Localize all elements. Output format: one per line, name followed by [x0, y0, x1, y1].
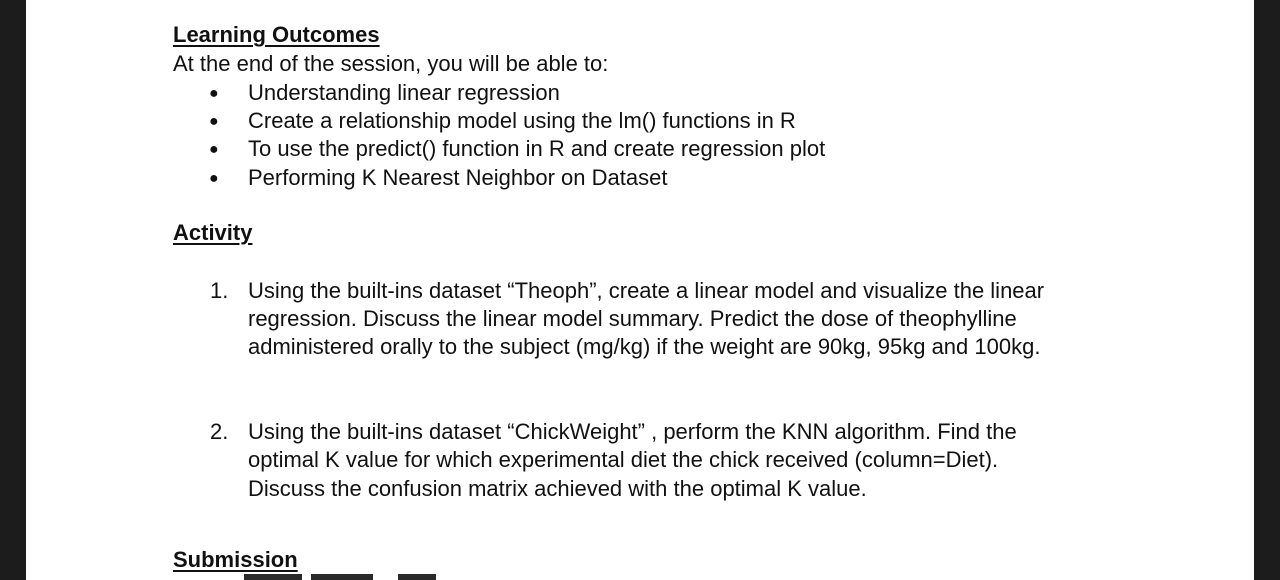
- cutoff-text-fragment: [244, 574, 302, 580]
- bullet-text: Understanding linear regression: [248, 80, 560, 105]
- learning-outcomes-intro: At the end of the session, you will be able to:: [173, 51, 609, 76]
- cutoff-text-fragment: [398, 574, 436, 580]
- learning-outcomes-heading: Learning Outcomes: [173, 22, 380, 47]
- item-line: Using the built-ins dataset “ChickWeight” , perform the KNN algorithm. Find the: [248, 419, 1017, 444]
- item-line: administered orally to the subject (mg/kg) if the weight are 90kg, 95kg and 100kg.: [248, 334, 1041, 359]
- right-dark-border: [1254, 0, 1280, 580]
- bullet-text: To use the predict() function in R and create regression plot: [248, 136, 826, 161]
- bullet-text: Performing K Nearest Neighbor on Dataset: [248, 165, 668, 190]
- activity-heading: Activity: [173, 220, 253, 245]
- bullet-icon: ●: [209, 170, 219, 187]
- item-line: optimal K value for which experimental diet the chick received (column=Diet).: [248, 447, 999, 472]
- document-page: [26, 0, 1254, 580]
- item-number: 1.: [210, 278, 229, 303]
- bullet-icon: ●: [209, 85, 219, 102]
- item-line: Discuss the confusion matrix achieved with the optimal K value.: [248, 476, 867, 501]
- bullet-icon: ●: [209, 141, 219, 158]
- item-line: regression. Discuss the linear model summary. Predict the dose of theophylline: [248, 306, 1017, 331]
- left-dark-border: [0, 0, 26, 580]
- submission-heading: Submission: [173, 547, 298, 572]
- item-line: Using the built-ins dataset “Theoph”, create a linear model and visualize the linear: [248, 278, 1045, 303]
- bullet-text: Create a relationship model using the lm() functions in R: [248, 108, 796, 133]
- bullet-icon: ●: [209, 113, 219, 130]
- item-number: 2.: [210, 419, 229, 444]
- cutoff-text-fragment: [311, 574, 373, 580]
